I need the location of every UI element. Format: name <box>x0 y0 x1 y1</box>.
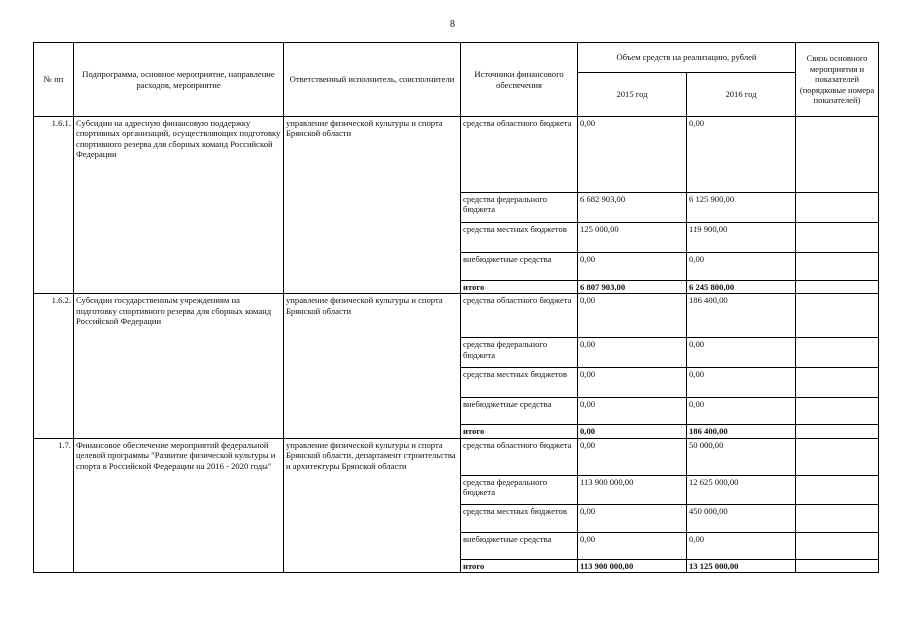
amount-2016: 12 625 000,00 <box>687 475 796 504</box>
table-row <box>34 294 879 338</box>
funding-source: средства областного бюджета <box>461 117 578 193</box>
amount-2015: 113 900 000,00 <box>578 475 687 504</box>
amount-2015: 0,00 <box>578 398 687 425</box>
indicator-link <box>796 253 879 281</box>
funding-source: средства местных бюджетов <box>461 504 578 532</box>
amount-2016: 0,00 <box>687 117 796 193</box>
indicator-link <box>796 398 879 425</box>
table-row <box>34 438 879 475</box>
indicator-link <box>796 504 879 532</box>
funding-source: средства областного бюджета <box>461 438 578 475</box>
indicator-link <box>796 223 879 253</box>
funding-source: средства федерального бюджета <box>461 193 578 223</box>
funding-source: средства федерального бюджета <box>461 475 578 504</box>
header-sources: Источники финансового обеспечения <box>461 43 578 117</box>
header-num: № пп <box>34 43 74 117</box>
header-2015: 2015 год <box>578 73 687 117</box>
amount-2015: 6 807 903,00 <box>578 281 687 294</box>
amount-2015: 0,00 <box>578 253 687 281</box>
indicator-link <box>796 559 879 572</box>
executor: управление физической культуры и спорта Брянской области, департамент строительства и архитектуры Брянской области <box>284 438 461 572</box>
amount-2015: 0,00 <box>578 294 687 338</box>
funding-source: итого <box>461 559 578 572</box>
financing-table <box>33 42 879 573</box>
amount-2015: 0,00 <box>578 438 687 475</box>
indicator-link <box>796 532 879 559</box>
header-2016: 2016 год <box>687 73 796 117</box>
amount-2016: 450 000,00 <box>687 504 796 532</box>
amount-2016: 0,00 <box>687 532 796 559</box>
amount-2016: 13 125 000,00 <box>687 559 796 572</box>
activity-name: Финансовое обеспечение мероприятий федеральной целевой программы "Развитие физической культуры и спорта в Российской Федерации на 2016 - 2020 годы" <box>74 438 284 572</box>
amount-2015: 0,00 <box>578 532 687 559</box>
indicator-link <box>796 117 879 193</box>
page-number: 8 <box>450 19 455 30</box>
amount-2016: 186 400,00 <box>687 294 796 338</box>
amount-2016: 50 000,00 <box>687 438 796 475</box>
amount-2016: 6 245 800,00 <box>687 281 796 294</box>
amount-2016: 6 125 900,00 <box>687 193 796 223</box>
funding-source: итого <box>461 425 578 438</box>
amount-2015: 125 000,00 <box>578 223 687 253</box>
indicator-link <box>796 425 879 438</box>
amount-2016: 0,00 <box>687 368 796 398</box>
row-number: 1.6.2. <box>34 294 74 438</box>
amount-2016: 0,00 <box>687 398 796 425</box>
indicator-link <box>796 368 879 398</box>
row-number: 1.6.1. <box>34 117 74 294</box>
amount-2015: 0,00 <box>578 338 687 368</box>
amount-2015: 0,00 <box>578 117 687 193</box>
amount-2015: 0,00 <box>578 504 687 532</box>
amount-2016: 119 900,00 <box>687 223 796 253</box>
amount-2015: 6 682 903,00 <box>578 193 687 223</box>
header-executor: Ответственный исполнитель, соисполнители <box>284 43 461 117</box>
funding-source: средства местных бюджетов <box>461 223 578 253</box>
indicator-link <box>796 281 879 294</box>
executor: управление физической культуры и спорта Брянской области <box>284 294 461 438</box>
funding-source: внебюджетные средства <box>461 532 578 559</box>
amount-2016: 0,00 <box>687 338 796 368</box>
funding-source: средства федерального бюджета <box>461 338 578 368</box>
funding-source: итого <box>461 281 578 294</box>
table-row <box>34 117 879 193</box>
indicator-link <box>796 475 879 504</box>
row-number: 1.7. <box>34 438 74 572</box>
indicator-link <box>796 294 879 338</box>
amount-2015: 0,00 <box>578 368 687 398</box>
table-body <box>34 117 879 573</box>
activity-name: Субсидии на адресную финансовую поддержку спортивных организаций, осуществляющих подготовку спортивного резерва для сборных команд Российской Федерации <box>74 117 284 294</box>
header-link: Связь основного мероприятия и показателей (порядковые номера показателей) <box>796 43 879 117</box>
amount-2016: 186 400,00 <box>687 425 796 438</box>
amount-2015: 113 900 000,00 <box>578 559 687 572</box>
activity-name: Субсидии государственным учреждениям на подготовку спортивного резерва для сборных команд Российской Федерации <box>74 294 284 438</box>
indicator-link <box>796 193 879 223</box>
header-subprogram: Подпрограмма, основное мероприятие, направление расходов, мероприятие <box>74 43 284 117</box>
indicator-link <box>796 338 879 368</box>
funding-source: средства местных бюджетов <box>461 368 578 398</box>
funding-source: внебюджетные средства <box>461 398 578 425</box>
indicator-link <box>796 438 879 475</box>
executor: управление физической культуры и спорта Брянской области <box>284 117 461 294</box>
amount-2015: 0,00 <box>578 425 687 438</box>
funding-source: средства областного бюджета <box>461 294 578 338</box>
funding-source: внебюджетные средства <box>461 253 578 281</box>
header-volume: Объем средств на реализацию, рублей <box>578 43 796 73</box>
amount-2016: 0,00 <box>687 253 796 281</box>
